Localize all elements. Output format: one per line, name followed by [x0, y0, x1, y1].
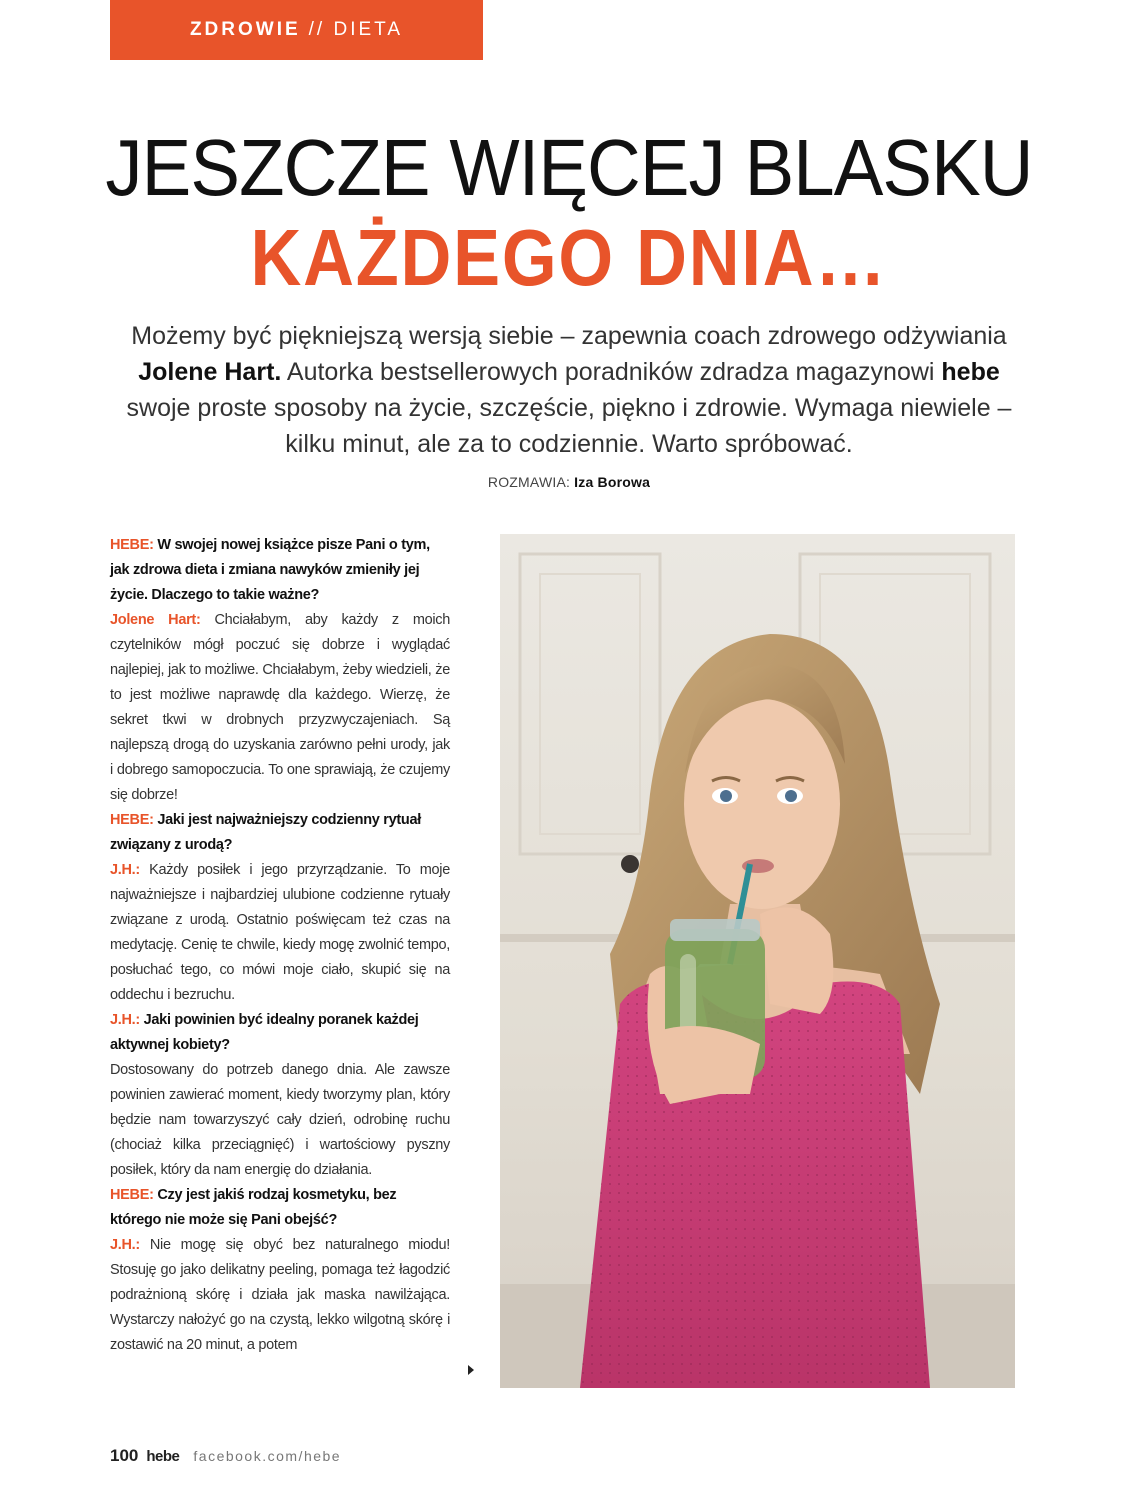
- answer-text: Chciałabym, aby każdy z moich czytelników mógł poczuć się dobrze i wyglądać najlepiej, jak to możliwe. Chciałabym, żeby wiedzieli, że to jest możliwe naprawdę dla każdego. Wierzę, że sekret tkwi w drobnych przyzwyczajeniach. Są najlepszą drogą do uzyskania zarówno pełni urody, jak i dobrego samopoczucia. To one sprawiają, że czujemy się dobrze!: [110, 612, 450, 803]
- question-1: [110, 533, 450, 608]
- continue-arrow-icon: [468, 1365, 474, 1375]
- page-number: 100: [110, 1446, 139, 1465]
- answer-text: Nie mogę się obyć bez naturalnego miodu! Stosuję go jako delikatny peeling, pomaga też łagodzić podrażnioną skórę i działa jak maska nawilżająca. Wystarczy nałożyć go na czystą, lekko wilgotną skórę i zostawić na 20 minut, a potem: [110, 1237, 450, 1353]
- lead-part-1: Możemy być piękniejszą wersją siebie – zapewnia coach zdrowego odżywiania: [131, 322, 1007, 350]
- question-text: Jaki powinien być idealny poranek każdej aktywnej kobiety?: [110, 1012, 419, 1053]
- question-4: [110, 1183, 450, 1233]
- answer-text: Dostosowany do potrzeb danego dnia. Ale zawsze powinien zawierać moment, kiedy tworzymy plan, który będzie nam towarzyszyć cały dzień, odrobinę ruchu (chociaż kilka przeciągnięć) i wartościowy pyszny posiłek, który da nam energię do działania.: [110, 1062, 450, 1178]
- speaker-label: J.H.:: [110, 862, 140, 878]
- question-text: Czy jest jakiś rodzaj kosmetyku, bez którego nie może się Pani obejść?: [110, 1187, 397, 1228]
- section-tab: [110, 0, 483, 60]
- question-2: [110, 808, 450, 858]
- answer-3: [110, 1058, 450, 1183]
- byline-label: ROZMAWIA:: [487, 474, 571, 490]
- byline-author: Iza Borowa: [574, 474, 651, 490]
- answer-2: [110, 858, 450, 1008]
- lead-part-2: Autorka bestsellerowych poradników zdradza magazynowi: [281, 358, 942, 386]
- headline-line-2: KAŻDEGO DNIA…: [250, 213, 888, 302]
- section-sub: // DIETA: [308, 19, 404, 40]
- page-footer: [110, 1446, 341, 1466]
- answer-4: [110, 1233, 450, 1358]
- question-text: Jaki jest najważniejszy codzienny rytuał związany z urodą?: [110, 812, 421, 853]
- lead-part-3: swoje proste sposoby na życie, szczęście, piękno i zdrowie. Wymaga niewiele – kilku minut, ale za to codziennie. Warto spróbować.: [126, 394, 1012, 458]
- answer-text: Każdy posiłek i jego przyrządzanie. To moje najważniejsze i najbardziej ulubione codzienne rytuały związane z urodą. Ostatnio poświęcam też czas na medytację. Cenię te chwile, kiedy mogę zwolnić tempo, posłuchać tego, co mówi moje ciało, skupić się na oddechu i bezruchu.: [110, 862, 450, 1003]
- portrait-illustration: [500, 534, 1015, 1388]
- speaker-label: Jolene Hart:: [110, 612, 201, 628]
- speaker-label: HEBE:: [110, 1187, 154, 1203]
- byline: [0, 474, 1138, 490]
- speaker-label: HEBE:: [110, 812, 154, 828]
- answer-1: [110, 608, 450, 808]
- lead-name: Jolene Hart.: [138, 358, 282, 386]
- question-text: W swojej nowej książce pisze Pani o tym, jak zdrowa dieta i zmiana nawyków zmieniły jej życie. Dlaczego to takie ważne?: [110, 537, 430, 603]
- portrait-photo: [500, 534, 1015, 1388]
- section-main: ZDROWIE: [189, 19, 301, 40]
- speaker-label: J.H.:: [110, 1012, 140, 1028]
- lead-brand: hebe: [941, 358, 1000, 386]
- headline-line-1: JESZCZE WIĘCEJ BLASKU: [105, 123, 1033, 212]
- interview-column: [110, 533, 450, 1358]
- question-3: [110, 1008, 450, 1058]
- footer-url[interactable]: facebook.com/hebe: [193, 1448, 342, 1464]
- lead-paragraph: [110, 318, 1028, 462]
- speaker-label: J.H.:: [110, 1237, 140, 1253]
- speaker-label: HEBE:: [110, 537, 154, 553]
- footer-logo: hebe: [146, 1448, 180, 1465]
